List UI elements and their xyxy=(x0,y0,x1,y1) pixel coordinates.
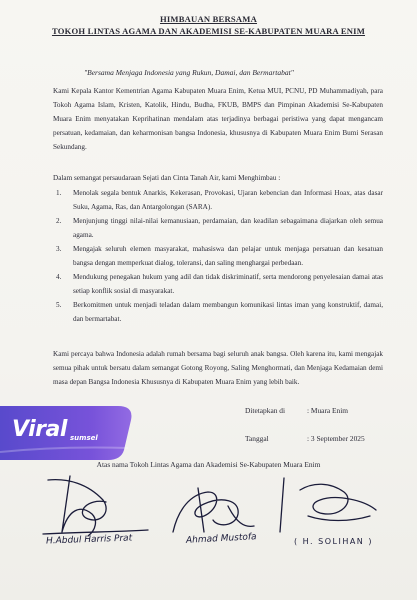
place-value: : Muara Enim xyxy=(307,406,349,415)
spirit-paragraph: Dalam semangat persaudaraan Sejati dan Cinta Tanah Air, kami Menghimbau : xyxy=(53,174,281,182)
signature-3-stroke-b xyxy=(308,516,370,521)
list-item-text: Berkomitmen untuk menjadi teladan dalam membangun komunikasi lintas iman yang konstruktif, damai, dan bermartabat. xyxy=(73,301,383,323)
appeal-list xyxy=(53,186,383,326)
document-subtitle: TOKOH LINTAS AGAMA DAN AKADEMISI SE-KABUPATEN MUARA ENIM xyxy=(51,26,366,36)
list-item-number: 2. xyxy=(56,217,62,225)
signature-2-stroke xyxy=(173,492,238,532)
signature-name-2: Ahmad Mustofa xyxy=(185,532,257,546)
signature-name-1: H.Abdul Harris Prat xyxy=(45,533,133,547)
watermark-brand-text: Viral xyxy=(12,417,67,442)
intro-paragraph: Kami Kepala Kantor Kementrian Agama Kabupaten Muara Enim, Ketua MUI, PCNU, PD Muhammadiyah, para Tokoh Agama Islam, Kristen, Katolik, Hindu, Budha, FKUB, BMPS dan Pimpinan Akademisi Se-Kabupaten Muara Enim menyatakan Keprihatinan mendalam atas terjadinya berbagai peristiwa yang dapat mengancam persatuan, kedamaian, dan keharmonisan bangsa Indonesia, khususnya di Kabupaten Muara Enim Bumi Serasan Sekundang. xyxy=(53,87,383,151)
list-item-text: Menolak segala bentuk Anarkis, Kekerasan, Provokasi, Ujaran kebencian dan Informasi Hoax, atas dasar Suku, Agama, Ras, dan Antargolongan (SARA). xyxy=(73,189,383,211)
list-item-text: Mendukung penegakan hukum yang adil dan tidak diskriminatif, serta mendorong penyelesaian damai atas setiap konflik sosial di masyarakat. xyxy=(73,273,383,295)
list-item xyxy=(53,270,383,298)
list-item-number: 3. xyxy=(56,245,62,253)
watermark-sub-text: sumsel xyxy=(70,434,98,442)
signature-strokes xyxy=(8,470,408,560)
signature-1-stroke-b xyxy=(62,476,95,536)
place-line xyxy=(245,406,348,415)
list-item xyxy=(53,242,383,270)
signature-3-stroke-c xyxy=(280,478,284,532)
tagline: "Bersama Menjaga Indonesia yang Rukun, Damai, dan Bermartabat" xyxy=(84,68,294,77)
list-item-number: 5. xyxy=(56,301,62,309)
list-item-number: 4. xyxy=(56,273,62,281)
signature-1-stroke xyxy=(48,480,106,520)
signature-3-stroke xyxy=(300,484,376,514)
list-item-text: Mengajak seluruh elemen masyarakat, mahasiswa dan pelajar untuk menjaga persatuan dan kesatuan bangsa dengan memperkuat dialog, toleransi, dan saling menghargai perbedaan. xyxy=(73,245,383,267)
list-item-text: Menjunjung tinggi nilai-nilai kemanusiaan, perdamaian, dan keadilan sebagaimana diajarkan oleh semua agama. xyxy=(73,217,383,239)
signature-name-3: ( H. SOLIHAN ) xyxy=(294,537,373,546)
closing-paragraph: Kami percaya bahwa Indonesia adalah rumah bersama bagi seluruh anak bangsa. Oleh karena itu, kami mengajak semua pihak untuk bersatu dalam semangat Gotong Royong, Saling Menghormati, dan Menjaga Kedamaian demi masa depan Bangsa Indonesia Khususnya di Kabupaten Muara Enim yang lebih baik. xyxy=(53,350,383,386)
signature-1-stroke-c xyxy=(43,530,148,534)
list-item xyxy=(53,298,383,326)
list-item xyxy=(53,186,383,214)
signature-2-stroke-b xyxy=(198,488,254,532)
date-label: Tanggal xyxy=(245,434,269,443)
list-item xyxy=(53,214,383,242)
place-label: Ditetapkan di xyxy=(245,406,286,415)
date-line xyxy=(245,434,365,443)
list-item-number: 1. xyxy=(56,189,62,197)
on-behalf-line: Atas nama Tokoh Lintas Agama dan Akademisi Se-Kabupaten Muara Enim xyxy=(96,460,321,469)
date-value: : 3 September 2025 xyxy=(307,434,365,443)
viralsumsel-watermark-logo xyxy=(0,402,137,462)
document-title: HIMBAUAN BERSAMA xyxy=(159,14,258,24)
